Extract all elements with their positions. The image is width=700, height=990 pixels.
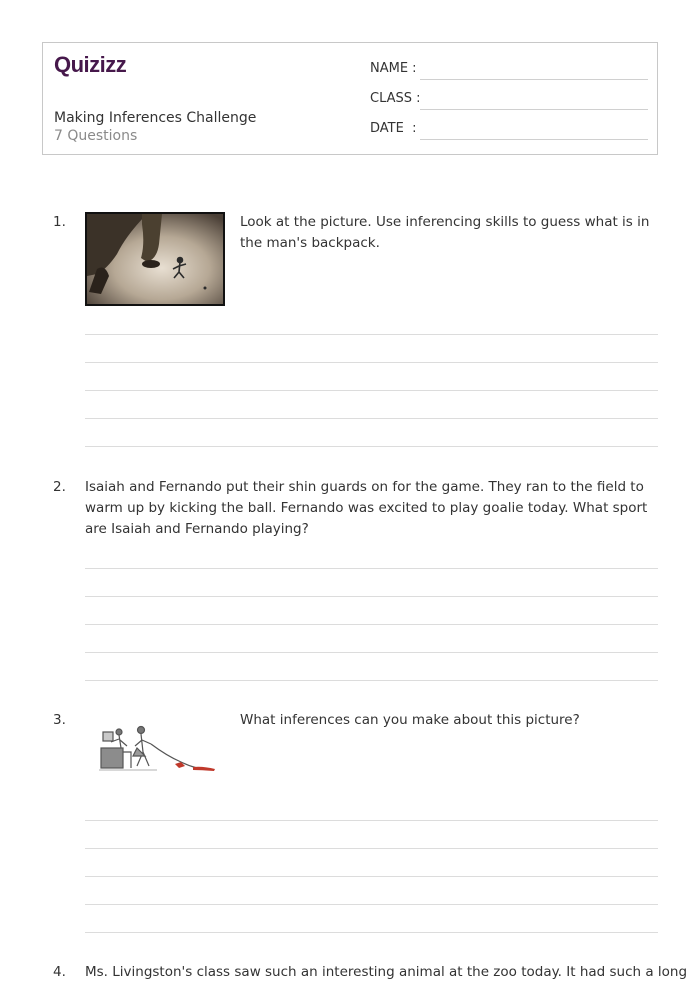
answer-line[interactable] [85, 624, 658, 625]
worksheet-title: Making Inferences Challenge [54, 110, 257, 126]
question-count: 7 Questions [54, 128, 138, 144]
quizizz-logo: Quizizz [54, 52, 127, 77]
answer-line[interactable] [85, 876, 658, 877]
answer-line[interactable] [85, 652, 658, 653]
question-number: 2. [53, 479, 66, 495]
answer-line[interactable] [85, 362, 658, 363]
skydiver-picture-icon [87, 214, 223, 304]
question-text: Ms. Livingston's class saw such an interesting animal at the zoo today. It had such a long [85, 964, 688, 980]
answer-line[interactable] [85, 932, 658, 933]
name-line[interactable] [420, 79, 648, 80]
date-field[interactable] [370, 121, 648, 141]
question-number: 3. [53, 712, 66, 728]
name-label: NAME : [370, 61, 417, 76]
question-number: 4. [53, 964, 66, 980]
answer-line[interactable] [85, 680, 658, 681]
answer-line[interactable] [85, 820, 658, 821]
answer-line[interactable] [85, 904, 658, 905]
answer-line[interactable] [85, 390, 658, 391]
answer-line[interactable] [85, 418, 658, 419]
answer-line[interactable] [85, 596, 658, 597]
cartoon-picture-icon [97, 722, 217, 778]
answer-line[interactable] [85, 848, 658, 849]
date-line[interactable] [420, 139, 648, 140]
question-text: Isaiah and Fernando put their shin guards on for the game. They ran to the field to warm up by kicking the ball. Fernando was excited to play goalie today. What sport are Isaiah and Fernando playing? [85, 479, 648, 537]
question-text: Look at the picture. Use inferencing skills to guess what is in the man's backpack. [240, 214, 650, 251]
skydiver-image [85, 212, 225, 306]
date-label: DATE : [370, 121, 417, 136]
cartoon-image [97, 722, 217, 778]
worksheet-header [42, 42, 658, 155]
name-field[interactable] [370, 61, 648, 81]
answer-line[interactable] [85, 334, 658, 335]
question-text: What inferences can you make about this picture? [240, 712, 580, 728]
class-line[interactable] [420, 109, 648, 110]
question-number: 1. [53, 214, 66, 230]
class-field[interactable] [370, 91, 648, 111]
class-label: CLASS : [370, 91, 421, 106]
answer-line[interactable] [85, 446, 658, 447]
answer-line[interactable] [85, 568, 658, 569]
